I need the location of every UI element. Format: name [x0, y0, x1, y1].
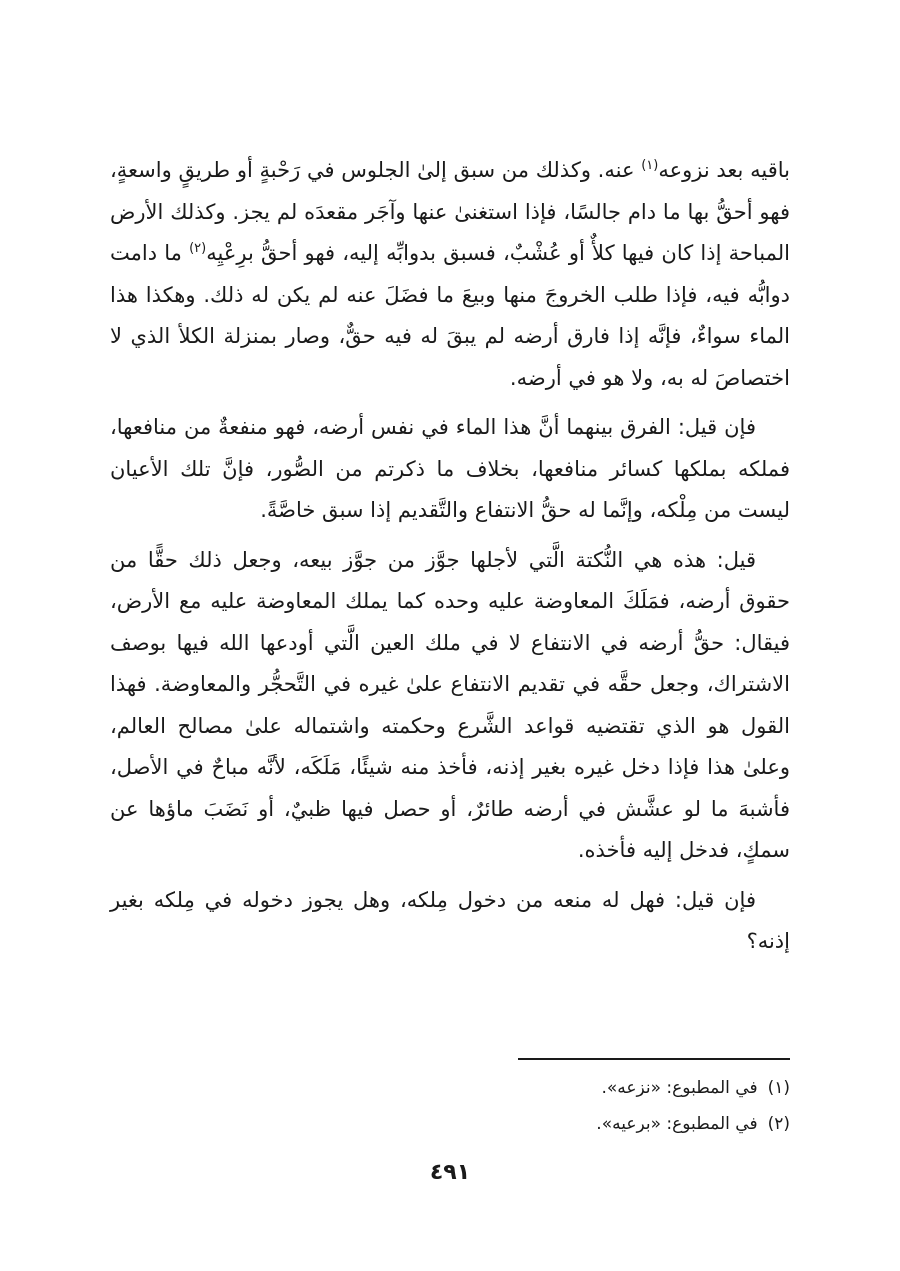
footnote-2-number: (٢) [767, 1114, 790, 1134]
paragraph-3: قيل: هذه هي النُّكتة الَّتي لأجلها جوَّز من جوَّز بيعه، وجعل ذلك حقًّا من حقوق أرضه، فمَلَكَ المعاوضة عليه وحده كما يملك المعاوضة عليه مع الأرض، فيقال: حقُّ أرضه في الانتفاع لا في ملك العين الَّتي أودعها الله فيها بوصف الاشتراك، وجعل حقَّه في تقديم الانتفاع علىٰ غيره في التَّحجُّر والمعاوضة. فهذا القول هو الذي تقتضيه قواعد الشَّرع وحكمته واشتماله علىٰ مصالح العالم، وعلىٰ هذا فإذا دخل غيره بغير إذنه، فأخذ منه شيئًا، مَلَكَه، لأنَّه مباحٌ في الأصل، فأشبهَ ما لو عشَّش في أرضه طائرٌ، أو حصل فيها ظبيٌ، أو نَضَبَ ماؤها عن سمكٍ، فدخل إليه فأخذه. [110, 547, 790, 862]
paragraph-1-text-c: ما دامت دوابُّه فيه، فإذا طلب الخروجَ منها وبيعَ ما فضَلَ عنه لم يكن له ذلك. وهكذا هذا الماء سواءٌ، فإنَّه إذا فارق أرضه لم يبقَ له فيه حقٌّ، وصار بمنزلة الكلأ الذي لا اختصاصَ له به، ولا هو في أرضه. [110, 241, 790, 390]
page-body [110, 150, 790, 971]
footnote-divider [518, 1058, 790, 1060]
footnote-ref-2[interactable]: (٢) [189, 241, 207, 256]
paragraph-4: فإن قيل: فهل له منعه من دخول مِلكه، وهل يجوز دخوله في مِلكه بغير إذنه؟ [110, 887, 790, 953]
paragraph-1-text-a: باقيه بعد نزوعه [658, 158, 790, 182]
paragraph-1-text-b: عنه. وكذلك من سبق إلىٰ الجلوس في رَحْبةٍ أو طريقٍ واسعةٍ، فهو أحقُّ بها ما دام جالسًا، فإذا استغنىٰ عنها وآجَر مقعدَه لم يجز. وكذلك الأرض المباحة إذا كان فيها كلأٌ أو عُشْبٌ، فسبق بدوابِّه إليه، فهو أحقُّ برِعْيِه [110, 158, 790, 265]
page-number: ٤٩١ [429, 1160, 471, 1185]
footnote-1-number: (١) [767, 1078, 790, 1098]
footnotes [110, 1070, 790, 1142]
footnote-1-text: في المطبوع: «نزعه». [601, 1078, 758, 1098]
footnote-ref-1[interactable]: (١) [641, 158, 659, 173]
paragraph-1 [110, 150, 790, 399]
footnote-1 [110, 1070, 790, 1106]
footnote-2 [110, 1106, 790, 1142]
footnote-2-text: في المطبوع: «برعيه». [596, 1114, 758, 1134]
paragraph-2: فإن قيل: الفرق بينهما أنَّ هذا الماء في نفس أرضه، فهو منفعةٌ من منافعها، فملكه بملكها كسائر منافعها، بخلاف ما ذكرتم من الصُّور، فإنَّ تلك الأعيان ليست من مِلْكه، وإنَّما له حقُّ الانتفاع والتَّقديم إذا سبق خاصَّةً. [110, 415, 790, 522]
